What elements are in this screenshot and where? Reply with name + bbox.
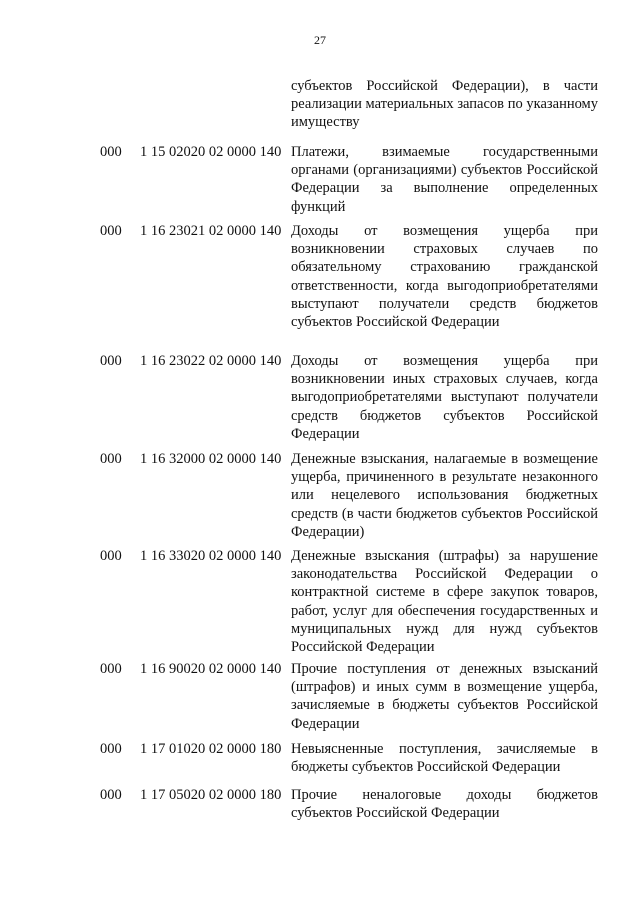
budget-classification-code: 1 16 33020 02 0000 140 [140,548,282,564]
admin-code: 000 [100,144,122,160]
budget-classification-code: 1 17 05020 02 0000 180 [140,787,282,803]
admin-code: 000 [100,223,122,239]
admin-code: 000 [100,741,122,757]
income-description: Доходы от возмещения ущерба при возникновении страховых случаев по обязательному страхованию гражданской ответственности, когда выгодоприобретателями выступают получатели средств бюджетов субъектов Российской Федерации [291,223,598,331]
admin-code: 000 [100,451,122,467]
income-description: Платежи, взимаемые государственными органами (организациями) субъектов Российской Федерации за выполнение определенных функций [291,144,598,215]
page-number: 27 [314,33,326,47]
admin-code: 000 [100,353,122,369]
admin-code: 000 [100,661,122,677]
income-description: Денежные взыскания, налагаемые в возмещение ущерба, причиненного в результате незаконного или нецелевого использования бюджетных средств (в части бюджетов субъектов Российской Федерации) [291,451,598,540]
budget-classification-code: 1 16 23021 02 0000 140 [140,223,282,239]
budget-classification-code: 1 15 02020 02 0000 140 [140,144,282,160]
income-description: Прочие неналоговые доходы бюджетов субъектов Российской Федерации [291,787,598,822]
income-description: Невыясненные поступления, зачисляемые в бюджеты субъектов Российской Федерации [291,741,598,776]
income-description: Денежные взыскания (штрафы) за нарушение законодательства Российской Федерации о контрактной системе в сфере закупок товаров, работ, услуг для обеспечения государственных и муниципальных нужд для нужд субъектов Российской Федерации [291,548,598,656]
income-description: Прочие поступления от денежных взысканий (штрафов) и иных сумм в возмещение ущерба, зачисляемые в бюджеты субъектов Российской Федерации [291,661,598,732]
admin-code: 000 [100,787,122,803]
budget-classification-code: 1 16 32000 02 0000 140 [140,451,282,467]
budget-classification-code: 1 16 23022 02 0000 140 [140,353,282,369]
admin-code: 000 [100,548,122,564]
budget-classification-code: 1 17 01020 02 0000 180 [140,741,282,757]
income-description: Доходы от возмещения ущерба при возникновении иных страховых случаев, когда выгодоприобретателями выступают получатели средств бюджетов субъектов Российской Федерации [291,353,598,442]
continuation-text: субъектов Российской Федерации), в части реализации материальных запасов по указанному имуществу [291,78,598,130]
budget-classification-code: 1 16 90020 02 0000 140 [140,661,282,677]
